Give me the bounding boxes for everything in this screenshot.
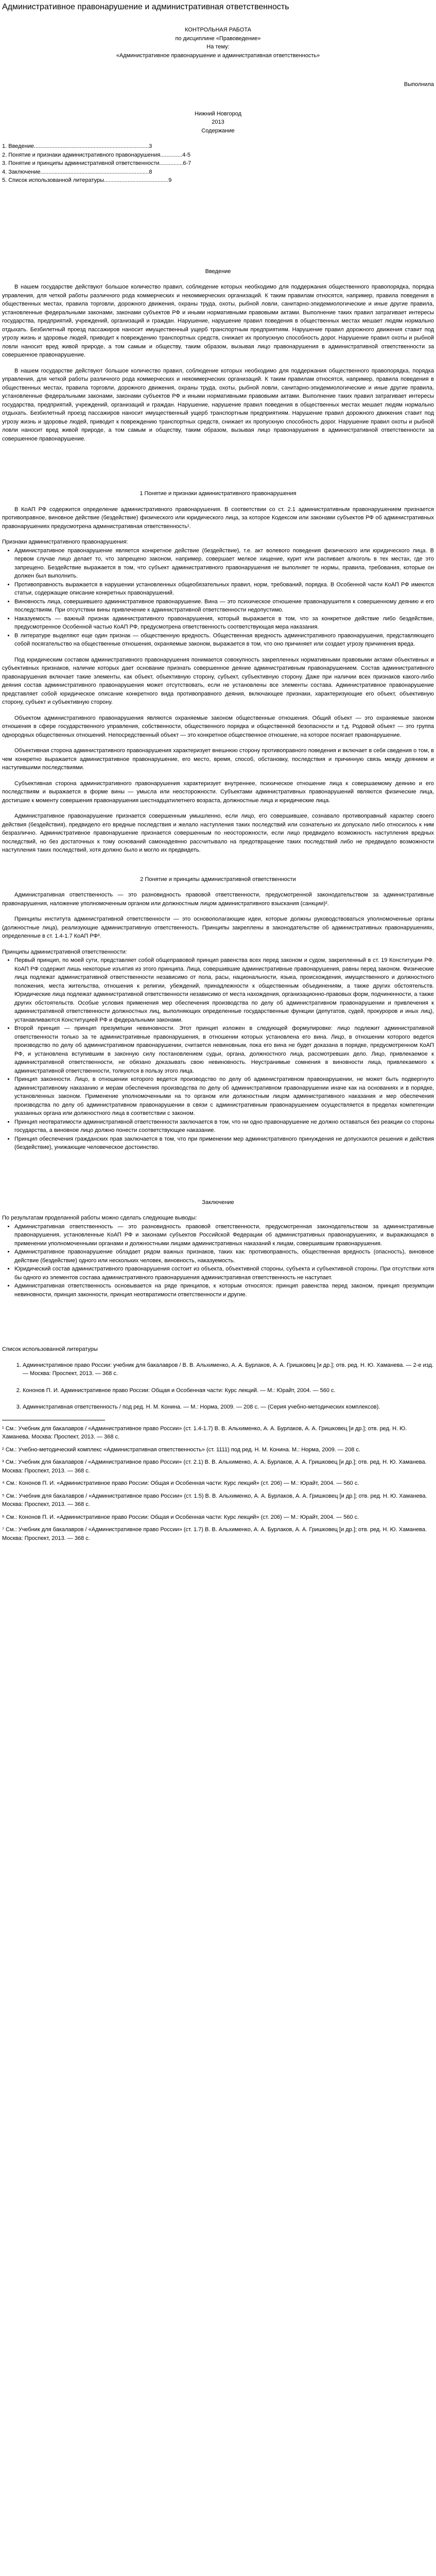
cover-topic-label: На тему: (206, 44, 230, 50)
references-section (2, 1345, 434, 1412)
cover-topic: «Административное правонарушение и административная ответственность» (116, 52, 320, 59)
principles-label: Принципы административной ответственности: (2, 948, 127, 955)
list-item: • Административное правонарушение обладает рядом важных признаков, таких как: противоправность, общественная вредность (опасность), виновное действие (бездействие) одного или нескольких человек, виновность, наказуемость. (14, 1248, 434, 1265)
list-item: • Административное правонарушение является конкретное действие (бездействие), т.е. акт волевого поведения физического или юридического лица. В первом случае лицо делает то, что запрещено законом, например, совершает мелкое хищение, курит или распивает алкоголь в тех местах, где это запрещено. Бездействие выражается в том, что субъект административного правонарушения не выполняет те нормы, правила, требования, которые он должен был выполнить. (14, 547, 434, 581)
list-item: • Административная ответственность основывается на ряде принципов, к которым относятся: принцип равенства перед законом, принцип презумпции невиновности, принцип законности, принцип неотвратимости ответственности и другие. (14, 1282, 434, 1299)
list-item: • Юридический состав административного правонарушения состоит из объекта, объективной стороны, субъекта и субъективной стороны. При отсутствии хотя бы одного из элементов состава административного правонарушения административная ответственность не наступает. (14, 1265, 434, 1282)
conclusion-lead: По результатам проделанной работы можно сделать следующие выводы: (2, 1215, 197, 1221)
intro-paragraph: В нашем государстве действуют большое количество правил, соблюдение которых необходимо для поддержания общественного правопорядка, порядка управления, для четкой работы различного рода коммерческих и некоммерческих организаций. К таким правилам относятся, например, правила поведения в общественных местах, правила торговли, дорожного движения, охраны труда, охоты, рыбной ловли, санитарно-эпидемиологические и иные другие правила, установленные федеральными законами, законами субъектов РФ и иными нормативными правовыми актами. Выполнение таких правил затрагивает интересы государства, предприятий, учреждений, организаций и граждан. Нарушение, нарушение правил поведения в общественных местах мешает людям нормально отдыхать. Безбилетный проезд пассажиров наносит имущественный ущерб транспортным предприятиям. Нарушение правил дорожного движения ставит под угрозу жизнь и здоровье людей, приводит к повреждению транспортных средств, снижает их пропускную способность дорог. Нарушение правил охоты и рыбной ловли наносит вред живой природе, а том самым и обществу, таким образом, вызывая лицо правонарушения в административной ответственности за совершенное правонарушение. (2, 367, 434, 442)
reference-item: 3. Административная ответственность / под ред. Н. М. Конина. — М.: Норма, 2009. — 208 с. — (Серия учебно-методических комплексов). (23, 1403, 434, 1412)
introduction-section (2, 267, 434, 444)
cover-year: 2013 (212, 119, 224, 125)
section2-heading: 2 Понятие и принципы административной ответственности (140, 876, 296, 883)
list-item: • Противоправность выражается в нарушении установленных общеобязательных правил, норм, требований, порядка. В Особенной части КоАП РФ имеются статьи, содержащие описание конкретных правонарушений. (14, 581, 434, 598)
section1-heading: 1 Понятие и признаки административного правонарушения (139, 490, 297, 497)
list-item: • Принцип законности. Лицо, в отношении которого ведется производство по делу об административном правонарушении, не может быть подвергнуто административному наказанию и мерам обеспечения производства по делу об административном правонарушении иначе как на основаниях и в порядке, установленных законом. Применение уполномоченными на то органом или должностным лицом административного наказания и мер обеспечения производства по делу об административном правонарушении в связи с административным правонарушением осуществляется в пределах компетенции указанных органа или должностного лица в соответствии с законом. (14, 1075, 434, 1118)
footnote: ⁴ См.: Кононов П. И. «Административное право России: Общая и Особенная части: Курс лекций» (ст. 206) — М.: Юрайт, 2004. — 560 с. (2, 1480, 359, 1486)
toc-item: 4. Заключение.....................................................................8 (2, 168, 152, 175)
section1-paragraph: Под юридическим составом административного правонарушения понимается совокупность закрепленных нормативными правовыми актами объективных и субъективных признаков, наличие которых дает основание признать совершенное деяние административным правонарушением. Состав административного правонарушения включает такие элементы, как объект, объективную сторону, субъект, субъективную сторону. Даже при наличии всех признаков какого-либо деяния состав административного правонарушения может отсутствовать, если не установлены все элементы состава. Административное правонарушение представляет собой юридическое описание конкретного вида противоправного деяния, включающее признаки, характеризующие его объект, объективную сторону, субъект и субъективную сторону. (2, 656, 434, 705)
section1-paragraph: В КоАП РФ содержится определение административного правонарушения. В соответствии со ст. 2.1 административным правонарушением признается противоправное, виновное действие (бездействие) физического или юридического лица, за которое Кодексом или законами субъектов РФ об административных правонарушениях предусмотрена административная ответственность¹. (2, 506, 434, 530)
list-item: • Виновность лица, совершившего административное правонарушение. Вина — это психическое отношение правонарушителя к совершенному деянию и его последствиям. При отсутствии вины привлечение к административной ответственности недопустимо. (14, 598, 434, 615)
reference-item: 1. Административное право России: учебник для бакалавров / В. В. Альхименко, А. А. Бурлаков, А. А. Гришковец [и др.]; отв. ред. Н. Ю. Хаманева. — 2-е изд. — Москва: Проспект, 2013. — 368 с. (23, 1361, 434, 1378)
features-label: Признаки административного правонарушения: (2, 539, 128, 545)
footnote: ⁷ См.: Учебник для бакалавров / «Административное право России» (ст. 1.7) В. В. Альхименко, А. А. Бурлаков, А. А. Гришковец [и др.]; отв. ред. Н. Ю. Хаманева. Москва: Проспект, 2013. — 368 с. (2, 1527, 427, 1541)
toc-item: 1. Введение.........................................................................3 (2, 143, 152, 149)
principles-list (2, 956, 434, 1152)
intro-paragraph: В нашем государстве действуют большое количество правил, соблюдение которых необходимо для поддержания общественного правопорядка, порядка управления, для четкой работы различного рода коммерческих и некоммерческих организаций. К таким правилам относятся, например, правила поведения в общественных местах, правила торговли, дорожного движения, охраны труда, охоты, рыбной ловли, санитарно-эпидемиологические и иные другие правила, установленные федеральными законами, законами субъектов РФ и иными нормативными правовыми актами. Выполнение таких правил затрагивает интересы государства, предприятий, учреждений, организаций и граждан. Нарушение, нарушение правил поведения в общественных местах мешает людям нормально отдыхать. Безбилетный проезд пассажиров наносит имущественный ущерб транспортным предприятиям. Нарушение правил дорожного движения ставит под угрозу жизнь и здоровье людей, приводит к повреждению транспортных средств, снижает их пропускную способность дорог. Нарушение правил охоты и рыбной ловли наносит вред живой природе, а том самым и обществу, таким образом, вызывая лицо правонарушения в административной ответственности за совершенное правонарушение. (2, 284, 434, 358)
toc-item: 5. Список использованной литературы.........................................9 (2, 177, 172, 183)
footnote: ² См.: Учебно-методический комплекс «Административная ответственность» (ст. 1111) под ред. Н. М. Конина. М.: Норма, 2009. — 208 с. (2, 1446, 360, 1453)
list-item: • Принцип обеспечения гражданских прав заключается в том, что при применении мер административного принуждения не допускаются решения и действия (бездействие), унижающие человеческое достоинство. (14, 1135, 434, 1152)
footnote: ¹ См.: Учебник для бакалавров / «Административное право России» (ст. 1.4-1.7) В. В. Альхименко, А. А. Бурлаков, А. А. Гришковец [и др.]; отв. ред. Н. Ю. Хаманева. Москва: Проспект, 2013. — 368 с. (2, 1425, 407, 1440)
section-principles (2, 875, 434, 1152)
list-item: • Принцип неотвратимости административной ответственности заключается в том, что ни одно правонарушение не должно оставаться без реакции со стороны государства, а виновное лицо должно понести соответствующее наказание. (14, 1118, 434, 1135)
reference-item: 2. Кононов П. И. Административное право России: Общая и Особенная части: Курс лекций. — М.: Юрайт, 2004. — 560 с. (23, 1386, 434, 1395)
cover-city: Нижний Новгород (194, 110, 242, 117)
list-item: • Административная ответственность — это разновидность правовой ответственности, предусмотренная законодательством за административные правонарушения, установленные КоАП РФ и законами субъектов Российской Федерации об административных правонарушениях, и выражающаяся в применении уполномоченными органами и должностными лицами административных наказаний к лицам, совершившим правонарушения. (14, 1223, 434, 1248)
features-list (2, 547, 434, 649)
toc-heading: Содержание (201, 127, 235, 134)
section1-paragraph: Объектом административного правонарушения являются охраняемые законом общественные отношения. Общий объект — это охраняемые законом отношения в сфере государственного управления, собственности, общественного порядка и общественной безопасности и т.д. Родовой объект — это группа однородных общественных отношений. Непосредственный объект — это конкретное общественное отношение, на которое посягает правонарушение. (2, 715, 434, 738)
table-of-contents (2, 127, 434, 185)
list-item: • Второй принцип — принцип презумпции невиновности. Этот принцип изложен в следующей формулировке: лицо подлежит административной ответственности только за те административные правонарушения, в отношении которых установлена его вина. Лицо, в отношении которого ведется производство по делу об административном правонарушении, считается невиновным, пока его вина не будет доказана в порядке, предусмотренном КоАП РФ, и установлена вступившим в законную силу постановлением судьи, органа, должностного лица, рассмотревших дело. Лицо, привлекаемое к административной ответственности, не обязано доказывать свою невиновность. Неустранимые сомнения в виновности лица, привлекаемого к административной ответственности, толкуются в пользу этого лица. (14, 1024, 434, 1075)
list-item: • Первый принцип, по моей сути, представляет собой общеправовой принцип равенства всех перед законом и судом, закрепленный в ст. 19 Конституции РФ. КоАП РФ содержит лишь некоторые изъятия из этого принципа. Лица, совершившие административные правонарушения, равны перед законом. Физические лица подлежат административной ответственности независимо от пола, расы, национальности, языка, происхождения, имущественного и должностного положения, места жительства, отношения к религии, убеждений, принадлежности к общественным объединениям, а также других обстоятельств. Юридические лица подлежат административной ответственности независимо от места нахождения, организационно-правовых форм, подчиненности, а также других обстоятельств. Особые условия применения мер обеспечения производства по делу об административном правонарушении и привлечения к административной ответственности должностных лиц, выполняющих определенные государственные функции (депутатов, судей, прокуроров и иных лиц), устанавливаются Конституцией РФ и федеральными законами. (14, 956, 434, 1024)
list-item: • В литературе выделяют еще один признак — общественную вредность. Общественная вредность административного правонарушения, представляющего собой посягательство на общественные отношения, охраняемые законом, выражается в том, что оно причиняет или создает угрозу причинения вреда. (14, 632, 434, 649)
section-concept-features (2, 489, 434, 855)
section1-paragraph: Объективная сторона административного правонарушения характеризует внешнюю сторону противоправного поведения и включает в себя сведения о том, в чем конкретно выражается административное правонарушение, его место, время, способ, обстановку, последствия и причинную связь между деянием и наступившими последствиями. (2, 748, 434, 771)
toc-item: 3. Понятие и принципы административной ответственности...............6-7 (2, 160, 191, 166)
section2-paragraph: Принципы института административной ответственности — это основополагающие идеи, которые должны руководствоваться уполномоченные органы (должностные лица), реализующие административную ответственность. Принципы закреплены в законодательстве об административных правонарушениях, определенные в ст. 1.4-1.7 КоАП РФ³. (2, 916, 434, 939)
toc-item: 2. Понятие и признаки административного правонарушения..............4-5 (2, 151, 190, 158)
cover-discipline: по дисциплине «Правоведение» (175, 35, 261, 42)
cover-author: Выполнила (404, 81, 434, 88)
references-list (2, 1361, 434, 1412)
cover-page (2, 26, 434, 127)
conclusion-section (2, 1198, 434, 1299)
footnotes (2, 1425, 434, 1543)
section2-paragraph: Административная ответственность — это разновидность правовой ответственности, предусмотренной законодательством за административные правонарушения, наложение уполномоченным органом или должностным лицом административного взыскания (санкции)². (2, 892, 434, 907)
section1-paragraph: Административное правонарушение признается совершенным умышленно, если лицо, его совершившее, сознавало противоправный характер своего действия (бездействия), предвидело его вредные последствия и желало наступления таких последствий или сознательно их допускало либо относилось к ним безразлично. Административное правонарушение признается совершенным по неосторожности, если лицо предвидело возможность наступления вредных последствий, но без достаточных к тому оснований самонадеянно рассчитывало на предотвращение таких последствий либо не предвидело возможности наступления таких последствий, хотя должно было и могло их предвидеть. (2, 813, 434, 853)
references-heading: Список использованной литературы (2, 1346, 98, 1352)
document-title: Административное правонарушение и административная ответственность (2, 3, 289, 11)
section1-paragraph: Субъективная сторона административного правонарушения характеризует внутреннее, психическое отношение лица к совершаемому деянию и его последствиям и выражается в форме вины — умысла или неосторожности. Субъектами административных правонарушений являются физические лица, достигшие к моменту совершения правонарушения шестнадцатилетнего возраста, должностные лица и юридические лица. (2, 780, 434, 804)
footnote: ⁵ См.: Учебник для бакалавров / «Административное право России» (ст. 1.5) В. В. Альхименко, А. А. Бурлаков, А. А. Гришковец [и др.]; отв. ред. Н. Ю. Хаманева. Москва: Проспект, 2013. — 368 с. (2, 1493, 427, 1507)
conclusion-list (2, 1223, 434, 1299)
footnote: ³ См.: Учебник для бакалавров / «Административное право России» (ст. 2.1) В. В. Альхименко, А. А. Бурлаков, А. А. Гришковец [и др.]; отв. ред. Н. Ю. Хаманева. Москва: Проспект, 2013. — 368 с. (2, 1459, 427, 1474)
intro-heading: Введение (205, 268, 231, 275)
toc-list (2, 142, 434, 185)
list-item: • Наказуемость — важный признак административного правонарушения, который выражается в том, что за конкретное действие либо бездействие, предусмотренное Особенной частью КоАП РФ, предусмотрена ответственность соответствующая мера наказания. (14, 615, 434, 632)
footnote: ⁶ См.: Кононов П. И. «Административное право России: Общая и Особенная части: Курс лекций» (ст. 206) — М.: Юрайт, 2004. — 560 с. (2, 1514, 359, 1520)
conclusion-heading: Заключение (202, 1199, 234, 1206)
cover-work-type: КОНТРОЛЬНАЯ РАБОТА (184, 27, 252, 33)
